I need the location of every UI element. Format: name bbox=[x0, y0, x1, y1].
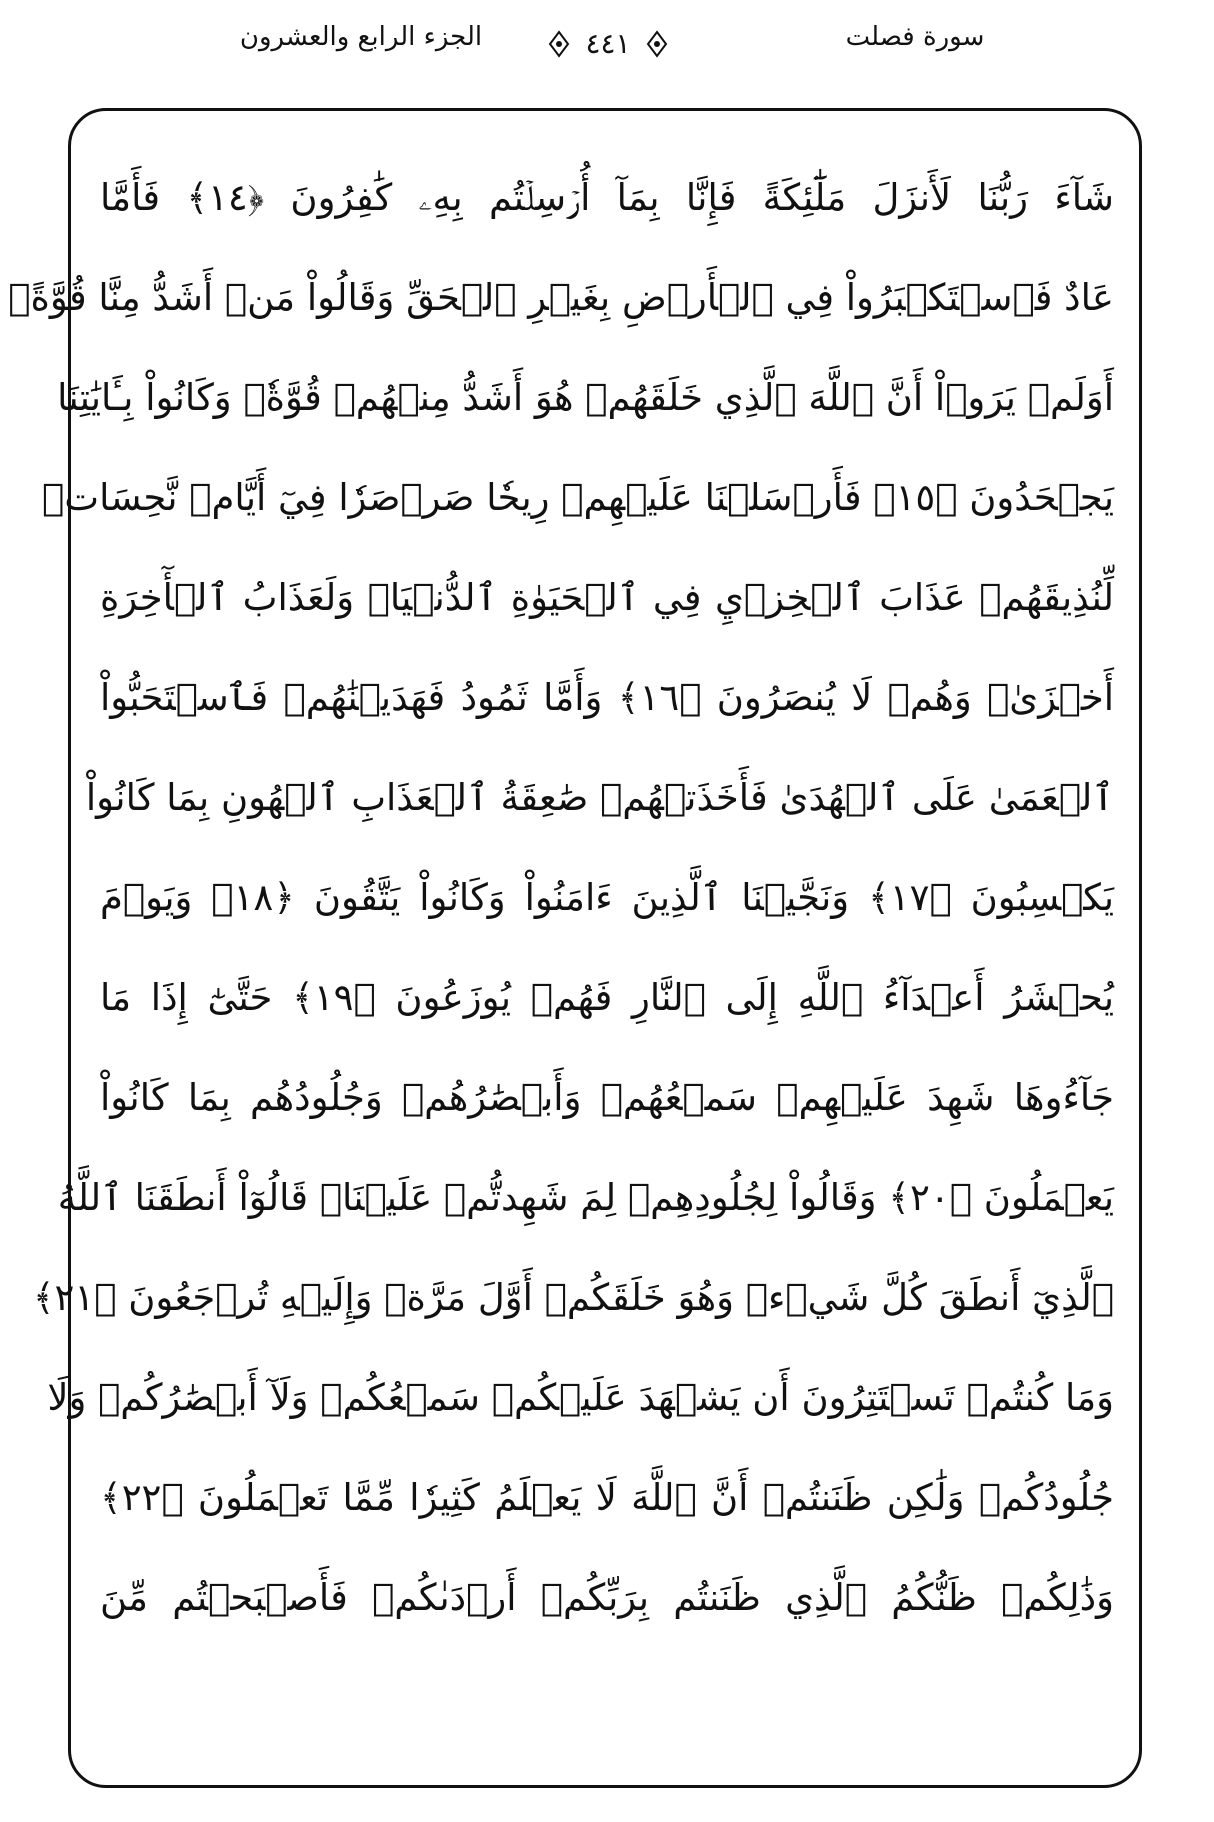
text-line: جَآءُوهَا شَهِدَ عَلَيۡهِمۡ سَمۡعُهُمۡ وَأَبۡصَٰرُهُمۡ وَجُلُودُهُم بِمَا كَانُواْ bbox=[100, 1076, 1114, 1119]
ornament-left-icon bbox=[548, 30, 570, 58]
text-line: ٱلَّذِيٓ أَنطَقَ كُلَّ شَيۡءٖ وَهُوَ خَلَقَكُمۡ أَوَّلَ مَرَّةٖ وَإِلَيۡهِ تُرۡجَعُونَ ﴿٢١﴾ bbox=[32, 1276, 1114, 1319]
text-line: عَادٌ فَٱسۡتَكۡبَرُواْ فِي ٱلۡأَرۡضِ بِغَيۡرِ ٱلۡحَقِّ وَقَالُواْ مَنۡ أَشَدُّ مِنَّا قُوَّةًۖ bbox=[8, 276, 1114, 319]
page-number: ٤٤١ bbox=[585, 27, 631, 60]
page-number-badge bbox=[548, 26, 668, 62]
text-line: شَآءَ رَبُّنَا لَأَنزَلَ مَلَٰٓئِكَةً فَإِنَّا بِمَآ أُرۡسِلۡتُم بِهِۦ كَٰفِرُونَ ﴿١٤﴾ فَأَمَّا bbox=[100, 176, 1114, 219]
text-line: أَخۡزَىٰۖ وَهُمۡ لَا يُنصَرُونَ ﴿١٦﴾ وَأَمَّا ثَمُودُ فَهَدَيۡنَٰهُمۡ فَٱسۡتَحَبُّواْ bbox=[100, 676, 1115, 719]
text-line: ٱلۡعَمَىٰ عَلَى ٱلۡهُدَىٰ فَأَخَذَتۡهُمۡ صَٰعِقَةُ ٱلۡعَذَابِ ٱلۡهُونِ بِمَا كَانُواْ bbox=[85, 776, 1114, 819]
text-line: يَعۡمَلُونَ ﴿٢٠﴾ وَقَالُواْ لِجُلُودِهِمۡ لِمَ شَهِدتُّمۡ عَلَيۡنَاۖ قَالُوٓاْ أَنطَقَنَا ٱللَّهُ bbox=[57, 1176, 1114, 1219]
juz-label: الجزء الرابع والعشرون bbox=[239, 22, 483, 52]
page-header bbox=[0, 0, 1214, 100]
text-line: وَمَا كُنتُمۡ تَسۡتَتِرُونَ أَن يَشۡهَدَ عَلَيۡكُمۡ سَمۡعُكُمۡ وَلَآ أَبۡصَٰرُكُمۡ وَلَا bbox=[47, 1376, 1114, 1419]
text-line: لِّنُذِيقَهُمۡ عَذَابَ ٱلۡخِزۡيِ فِي ٱلۡحَيَوٰةِ ٱلدُّنۡيَاۖ وَلَعَذَابُ ٱلۡأٓخِرَةِ bbox=[100, 576, 1114, 619]
surah-label: سورة فصلت bbox=[845, 22, 985, 52]
text-line: يَكۡسِبُونَ ﴿١٧﴾ وَنَجَّيۡنَا ٱلَّذِينَ ءَامَنُواْ وَكَانُواْ يَتَّقُونَ ﴿١٨﴾ وَيَوۡمَ bbox=[100, 876, 1115, 919]
verse-text-block bbox=[8, 148, 1115, 1648]
text-line: يُحۡشَرُ أَعۡدَآءُ ٱللَّهِ إِلَى ٱلنَّارِ فَهُمۡ يُوزَعُونَ ﴿١٩﴾ حَتَّىٰٓ إِذَا مَا bbox=[100, 976, 1115, 1019]
ornament-right-icon bbox=[646, 30, 668, 58]
text-line: أَوَلَمۡ يَرَوۡاْ أَنَّ ٱللَّهَ ٱلَّذِي خَلَقَهُمۡ هُوَ أَشَدُّ مِنۡهُمۡ قُوَّةٗۖ وَكَانُواْ بِـَٔايَٰتِنَا bbox=[57, 376, 1114, 419]
text-line: جُلُودُكُمۡ وَلَٰكِن ظَنَنتُمۡ أَنَّ ٱللَّهَ لَا يَعۡلَمُ كَثِيرٗا مِّمَّا تَعۡمَلُونَ ﴿٢٢﴾ bbox=[100, 1476, 1114, 1519]
text-line: يَجۡحَدُونَ ﴿١٥﴾ فَأَرۡسَلۡنَا عَلَيۡهِمۡ رِيحٗا صَرۡصَرٗا فِيٓ أَيَّامٖ نَّحِسَاتٖ bbox=[42, 476, 1114, 519]
text-line: وَذَٰلِكُمۡ ظَنُّكُمُ ٱلَّذِي ظَنَنتُم بِرَبِّكُمۡ أَرۡدَىٰكُمۡ فَأَصۡبَحۡتُم مِّنَ bbox=[100, 1576, 1114, 1619]
